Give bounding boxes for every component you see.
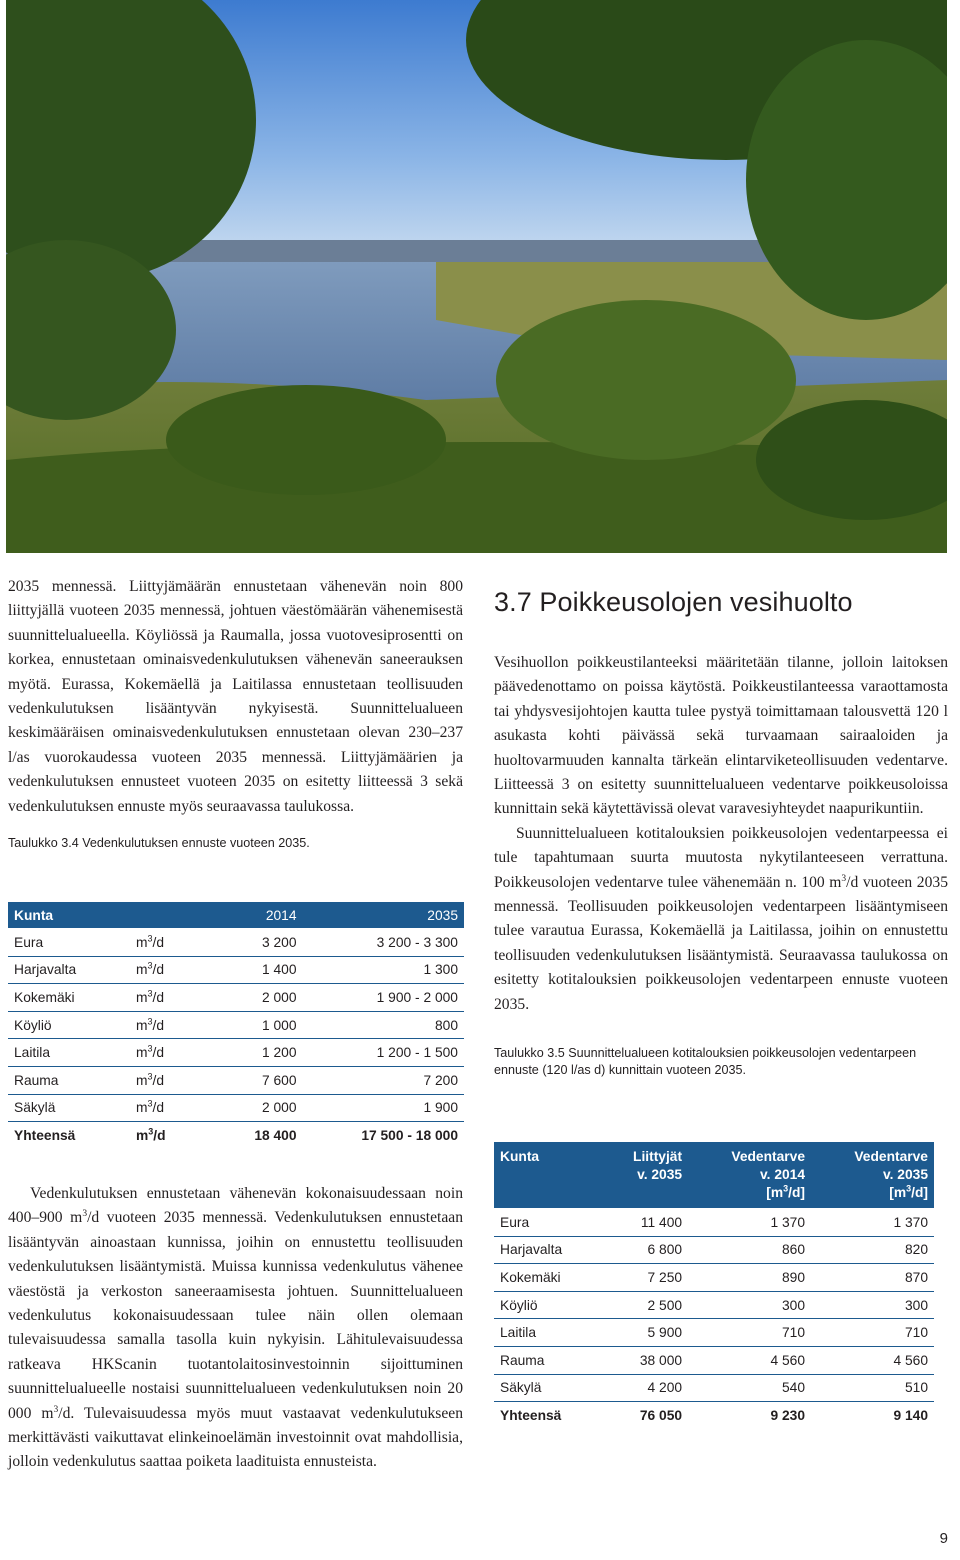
cell-kunta: Köyliö — [8, 1011, 130, 1039]
col-header-vedentarve-2035: Vedentarve v. 2035 $[m^3/d]$ — [811, 1142, 934, 1209]
table-row — [494, 1209, 934, 1237]
cell-unit: $m^3/d$ — [130, 1011, 222, 1039]
emergency-water-demand-table — [494, 1142, 934, 1429]
cell-kunta: Eura — [494, 1209, 600, 1237]
cell-vedentarve-2035: 300 — [811, 1291, 934, 1319]
table-row — [8, 1094, 464, 1122]
cell-liittyjat: 5 900 — [600, 1319, 688, 1347]
cell-kunta: Kokemäki — [8, 984, 130, 1012]
table-header-row — [8, 902, 464, 929]
cell-unit: $m^3/d$ — [130, 956, 222, 984]
table-row — [494, 1374, 934, 1402]
cell-vedentarve-2035: 1 370 — [811, 1209, 934, 1237]
cell-2035: 800 — [303, 1011, 464, 1039]
col-header-2014: 2014 — [222, 902, 303, 929]
left-column-lower — [8, 1182, 463, 1475]
cell-vedentarve-2014: 4 560 — [688, 1346, 811, 1374]
cell-kunta: Rauma — [8, 1066, 130, 1094]
table-row — [8, 1122, 464, 1149]
col-header-vedentarve-2014: Vedentarve v. 2014 $[m^3/d]$ — [688, 1142, 811, 1209]
cell-liittyjat: 11 400 — [600, 1209, 688, 1237]
col-header-2035: 2035 — [303, 902, 464, 929]
table-row — [8, 1066, 464, 1094]
cell-vedentarve-2014: 1 370 — [688, 1209, 811, 1237]
cell-liittyjat: 7 250 — [600, 1264, 688, 1292]
table-row — [8, 1011, 464, 1039]
water-consumption-table — [8, 902, 464, 1149]
right-column — [494, 585, 948, 1079]
table-row — [494, 1236, 934, 1264]
cell-2035: 1 900 - 2 000 — [303, 984, 464, 1012]
cell-2035: 17 500 - 18 000 — [361, 1127, 458, 1143]
col-header-kunta: Kunta — [8, 902, 130, 929]
table-row — [8, 929, 464, 957]
lake-landscape-photo — [6, 0, 947, 553]
left-paragraph-2: Vedenkulutuksen ennustetaan vähenevän kokonaisuudessaan noin 400–900 $m^3/d$ vuoteen 2035 mennessä. Vedenkulutuksen ennustetaan lisääntyvän ainoastaan kunnissa, joihin on ennustettu teollisuuden vedenkulutuksen lisääntymistä. Muissa kunnissa vedenkulutus vähenee väestöstä ja verkoston saneeraamisesta johtuen. Suunnittelualueen vedenkulutus kokonaisuudessaan tulee näin ollen olemaan tulevaisuudessa samalla tasolla kuin nykyisin. Lähitulevaisuudessa ratkeava HKScanin tuotantolaitosinvestoinnin sijoittuminen suunnittelualueelle nostaisi suunnittelualueen vedenkulutuksen noin 20 000 $m^3/d$. Tulevaisuudessa myös muut vastaavat vedenkulutukseen merkittävästi vaikuttavat elinkeinoelämän investoinnit ovat mahdollisia, jolloin vedenkulutus saattaa poiketa laadituista ennusteista. — [8, 1185, 463, 1471]
cell-2014: 7 600 — [222, 1066, 303, 1094]
table-row — [8, 984, 464, 1012]
cell-2014: 1 400 — [222, 956, 303, 984]
table-row — [8, 956, 464, 984]
table-row — [494, 1319, 934, 1347]
cell-unit: $m^3/d$ — [130, 929, 222, 957]
cell-kunta: Yhteensä — [14, 1127, 76, 1143]
cell-vedentarve-2014: 540 — [688, 1374, 811, 1402]
cell-kunta: Köyliö — [494, 1291, 600, 1319]
cell-vedentarve-2014: 860 — [688, 1236, 811, 1264]
cell-kunta: Rauma — [494, 1346, 600, 1374]
cell-vedentarve-2035: 710 — [811, 1319, 934, 1347]
cell-vedentarve-2014: 9 230 — [770, 1407, 806, 1423]
cell-kunta: Eura — [8, 929, 130, 957]
cell-liittyjat: 38 000 — [600, 1346, 688, 1374]
cell-kunta: Laitila — [494, 1319, 600, 1347]
cell-kunta: Laitila — [8, 1039, 130, 1067]
col-header-liittyjat: Liittyjät v. 2035 — [600, 1142, 688, 1209]
cell-liittyjat: 6 800 — [600, 1236, 688, 1264]
table-row — [494, 1346, 934, 1374]
cell-2014: 18 400 — [254, 1127, 297, 1143]
cell-2014: 2 000 — [222, 1094, 303, 1122]
left-paragraph-1: 2035 mennessä. Liittyjämäärän ennustetaan vähenevän noin 800 liittyjällä vuoteen 2035 mennessä, johtuen väestömäärän vähenemisestä suunnittelualueella. Köyliössä ja Raumalla, jossa vuotovesiprosentti on korkea, ennustetaan ominaisvedenkulutuksen vähenevän saneerauksen myötä. Eurassa, Kokemäellä ja Laitilassa ennustetaan teollisuuden vedenkulutuksen lisääntyvän nykyisestä. Suunnittelualueen keskimääräisen ominaisvedenkulutuksen ennustetaan olevan 230–237 l/as vuorokaudessa vuoteen 2035 mennessä. Liittyjämäärien ja vedenkulutuksen ennusteet vuoteen 2035 on esitetty liitteessä 3 sekä vedenkulutuksen ennuste myös seuraavassa taulukossa. — [8, 578, 463, 815]
cell-vedentarve-2035: 9 140 — [893, 1407, 928, 1423]
right-paragraph-1: Vesihuollon poikkeustilanteeksi määritetään tilanne, jolloin laitoksen päävedenottamo on poissa käytöstä. Poikkeustilanteessa varaottamosta tai yhdysvesijohtojen kautta tulee pystyä toimittamaan talousvettä 120 l asukasta kohti päivässä sekä turvaamaan sairaaloiden ja huoltovarmuuden kannalta tärkeän elintarviketeollisuuden vedentarve. Liitteessä 3 on esitetty suunnittelualueen vedentarve poikkeusoloissa kunnittain sekä käytettävissä olevat varavesiyhteydet naapurikuntiin. — [494, 654, 948, 818]
cell-vedentarve-2035: 870 — [811, 1264, 934, 1292]
cell-kunta: Säkylä — [494, 1374, 600, 1402]
cell-vedentarve-2035: 820 — [811, 1236, 934, 1264]
table-3-4-caption: Taulukko 3.4 Vedenkulutuksen ennuste vuoteen 2035. — [8, 836, 310, 851]
cell-kunta: Kokemäki — [494, 1264, 600, 1292]
table-row — [494, 1264, 934, 1292]
cell-liittyjat: 4 200 — [600, 1374, 688, 1402]
cell-unit: $m^3/d$ — [136, 1126, 166, 1143]
cell-kunta: Harjavalta — [494, 1236, 600, 1264]
cell-liittyjat: 2 500 — [600, 1291, 688, 1319]
cell-2014: 2 000 — [222, 984, 303, 1012]
cell-2014: 3 200 — [222, 929, 303, 957]
cell-kunta: Yhteensä — [500, 1407, 562, 1423]
cell-kunta: Harjavalta — [8, 956, 130, 984]
cell-kunta: Säkylä — [8, 1094, 130, 1122]
cell-vedentarve-2014: 890 — [688, 1264, 811, 1292]
page-number: 9 — [939, 1530, 948, 1547]
left-column — [8, 575, 463, 852]
cell-2035: 1 200 - 1 500 — [303, 1039, 464, 1067]
table-row — [8, 1039, 464, 1067]
cell-2014: 1 200 — [222, 1039, 303, 1067]
cell-unit: $m^3/d$ — [130, 1039, 222, 1067]
table-3-5-caption: Taulukko 3.5 Suunnittelualueen kotitalouksien poikkeusolojen vedentarpeen ennuste (120 l/as d) kunnittain vuoteen 2035. — [494, 1046, 917, 1078]
cell-vedentarve-2014: 300 — [688, 1291, 811, 1319]
cell-vedentarve-2014: 710 — [688, 1319, 811, 1347]
table-row — [494, 1291, 934, 1319]
cell-unit: $m^3/d$ — [130, 1066, 222, 1094]
cell-vedentarve-2035: 4 560 — [811, 1346, 934, 1374]
cell-2035: 1 300 — [303, 956, 464, 984]
cell-liittyjat: 76 050 — [639, 1407, 683, 1423]
cell-vedentarve-2035: 510 — [811, 1374, 934, 1402]
col-header-kunta: Kunta — [494, 1142, 600, 1209]
cell-2035: 7 200 — [303, 1066, 464, 1094]
right-paragraph-2: Suunnittelualueen kotitalouksien poikkeusolojen vedentarpeessa ei tule tapahtumaan suurta muutosta nykytilanteeseen verrattuna. Poikkeusolojen vedentarve tulee vähenemään n. 100 $m^3/d$ vuoteen 2035 mennessä. Teollisuuden poikkeusolojen vedentarpeen lisääntymiseen tulee varautua Eurassa, Kokemäellä ja Laitilassa, joihin on ennustettu teollisuuden vedenkulutuksen lisääntymistä. Seuraavassa taulukossa on esitetty kotitalouksien poikkeusolojen vedentarpeen ennuste vuoteen 2035. — [494, 824, 948, 1013]
cell-2035: 1 900 — [303, 1094, 464, 1122]
section-heading: 3.7 Poikkeusolojen vesihuolto — [494, 587, 853, 617]
cell-unit: $m^3/d$ — [130, 1094, 222, 1122]
table-row — [494, 1402, 934, 1429]
table-header-row — [494, 1142, 934, 1209]
cell-2035: 3 200 - 3 300 — [303, 929, 464, 957]
col-header-unit — [130, 902, 222, 929]
cell-unit: $m^3/d$ — [130, 984, 222, 1012]
cell-2014: 1 000 — [222, 1011, 303, 1039]
